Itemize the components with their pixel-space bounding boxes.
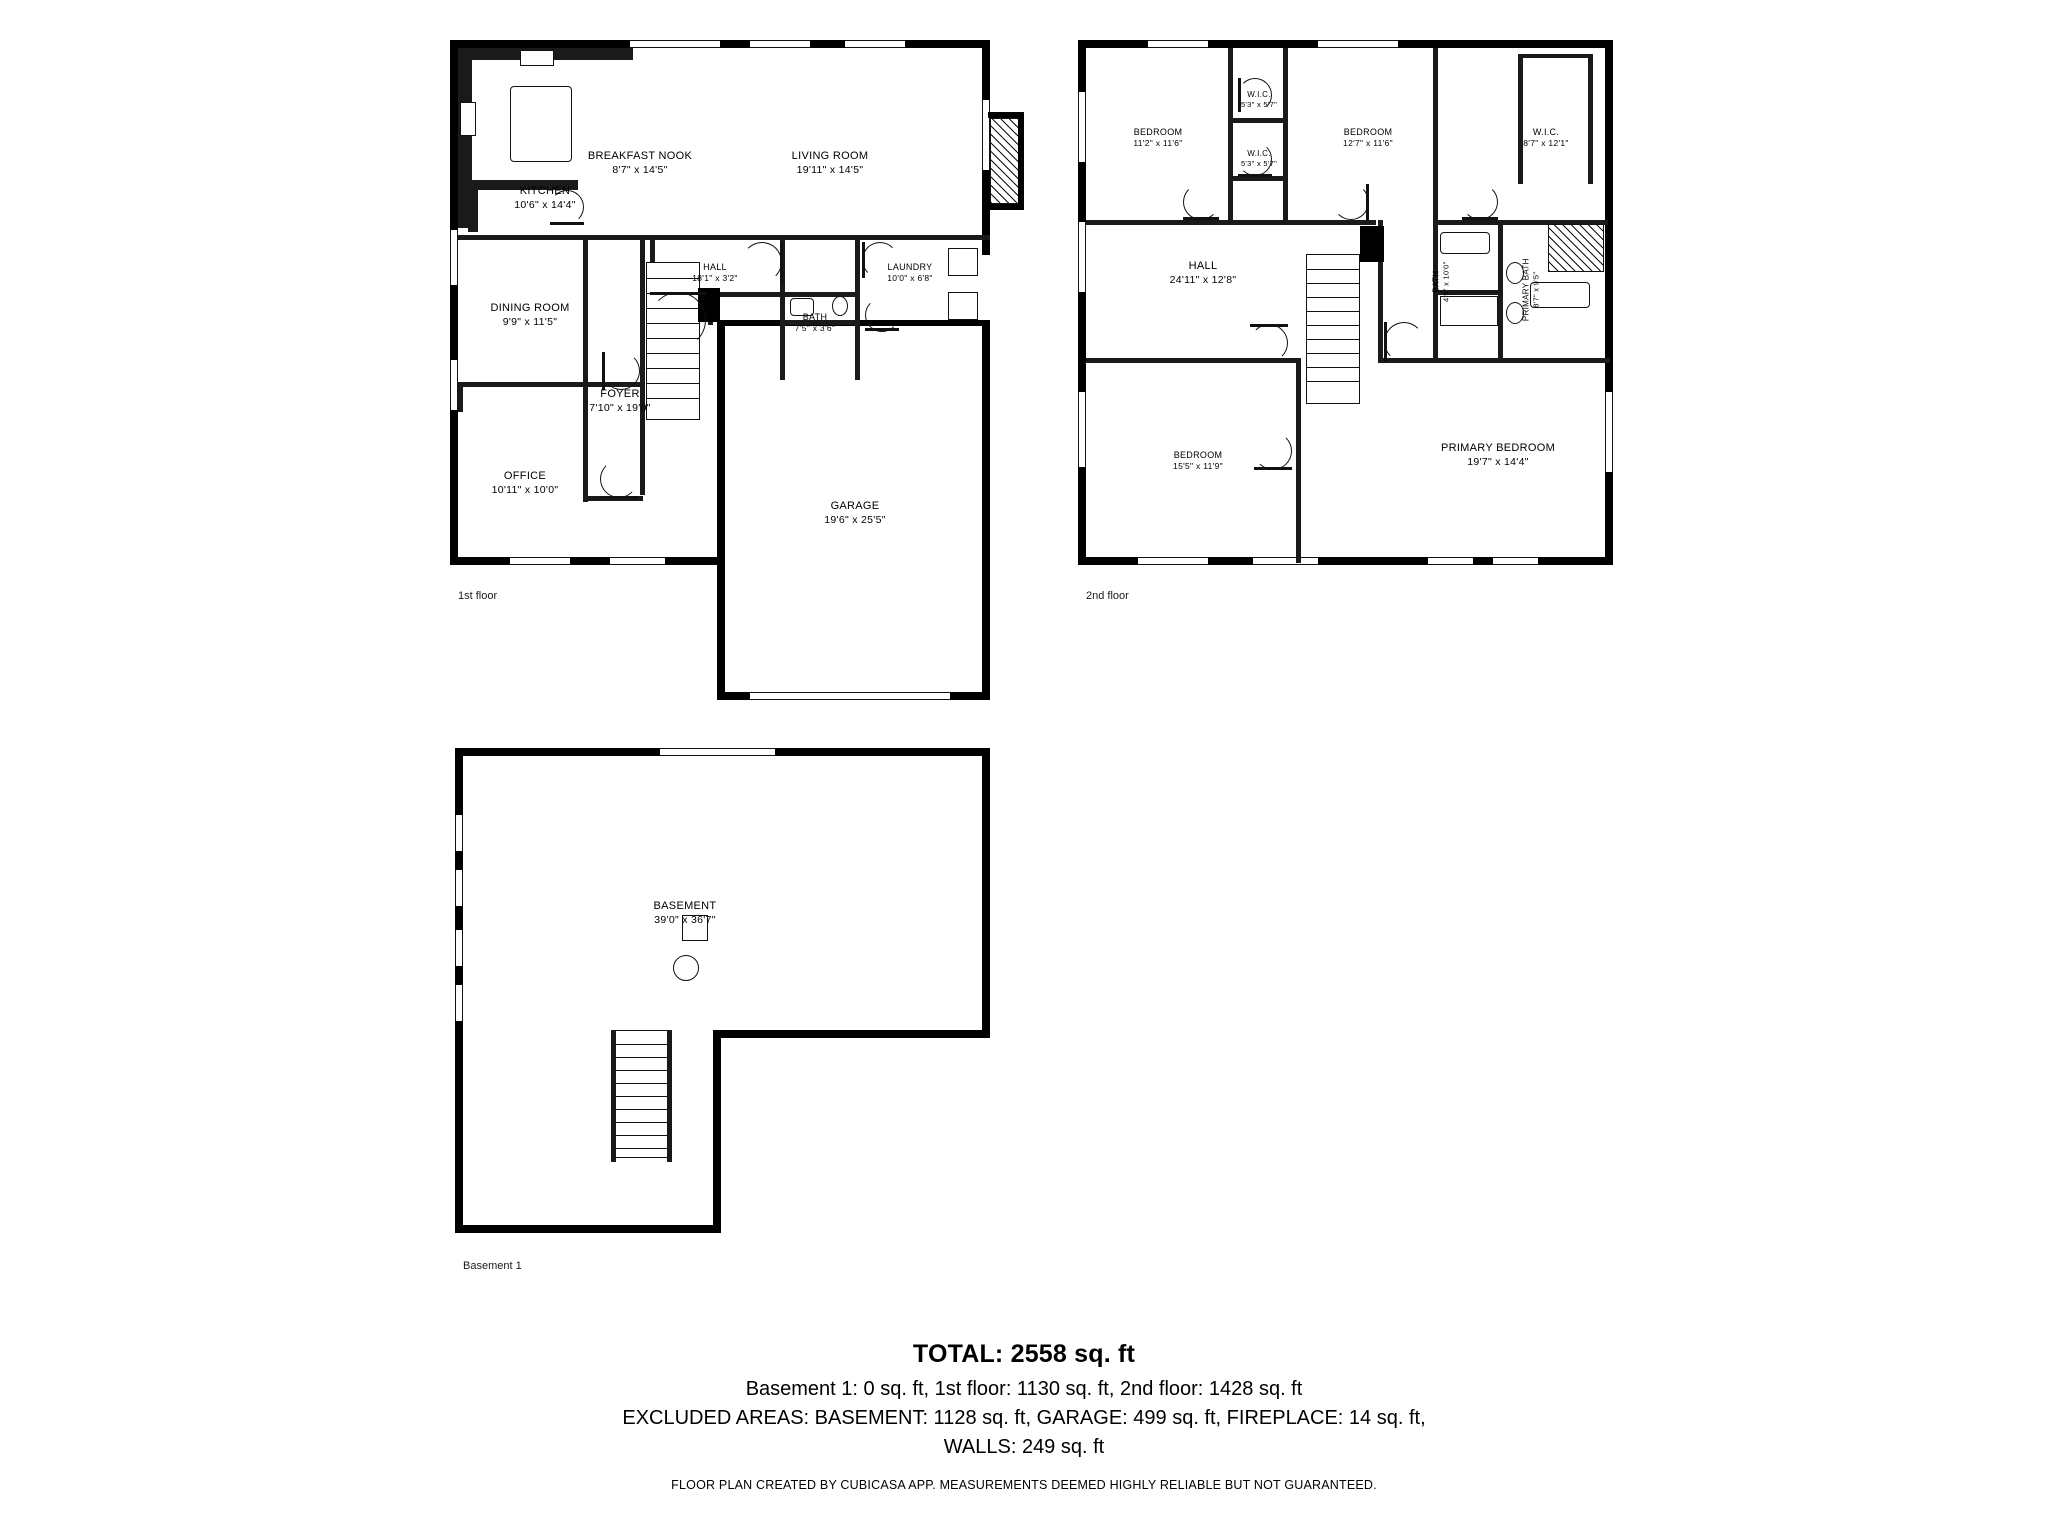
dryer (948, 292, 978, 320)
window (1318, 40, 1398, 48)
room-label-wic-3 (1218, 149, 1300, 168)
window (455, 815, 463, 851)
window (450, 230, 458, 285)
range (460, 102, 476, 136)
room-label-breakfast-nook (550, 150, 730, 177)
room-name: HALL (703, 262, 727, 272)
door-leaf (1238, 174, 1272, 177)
door-leaf (600, 496, 638, 499)
window (1078, 92, 1086, 162)
garage-door (750, 692, 950, 700)
window (610, 557, 665, 565)
area-summary (0, 1340, 2048, 1492)
room-label-primary-bath (1521, 245, 1540, 335)
room-name: BASEMENT (653, 900, 717, 912)
wall (1605, 40, 1613, 565)
basement-plan (455, 740, 1015, 1280)
room-name: HALL (1188, 260, 1218, 272)
interior-wall (458, 382, 588, 387)
room-label-wic-1 (1218, 90, 1300, 109)
room-name: BEDROOM (1133, 127, 1183, 137)
room-label-foyer (555, 388, 685, 415)
door-leaf (650, 292, 706, 295)
wall (455, 1225, 721, 1233)
wall (450, 40, 458, 565)
room-name: W.I.C. (1247, 90, 1271, 99)
door-leaf (1250, 324, 1288, 327)
room-dim: 11'2" x 11'6" (1133, 138, 1183, 149)
room-name: W.I.C. (1247, 149, 1271, 158)
window (982, 100, 990, 170)
room-dim: 39'0" x 36'7" (654, 913, 716, 926)
wall (982, 320, 990, 700)
wall (713, 1030, 721, 1233)
door-swing (600, 460, 638, 498)
sink (520, 50, 554, 66)
door-leaf (550, 222, 584, 225)
closet-shelf (1588, 54, 1593, 184)
window (1605, 392, 1613, 472)
interior-wall (1433, 48, 1438, 220)
door-leaf (780, 242, 783, 282)
room-label-primary-bedroom (1408, 442, 1588, 469)
excluded-areas-line-2: WALLS: 249 sq. ft (943, 1436, 1105, 1458)
staircase (615, 1030, 669, 1158)
interior-wall (855, 235, 860, 380)
window (750, 40, 810, 48)
room-dim: 19'6" x 25'5" (824, 513, 886, 526)
room-dim: 8'7" x 12'1" (1523, 138, 1569, 149)
room-dim: 8'7" x 14'5" (612, 163, 668, 176)
door-swing (1384, 322, 1424, 362)
room-name: BATH (802, 312, 828, 322)
door-leaf (602, 352, 605, 390)
wall (982, 748, 990, 1038)
room-dim: 10'6" x 14'4" (514, 198, 576, 211)
closet-shelf (1518, 54, 1523, 184)
room-dim: 7'5" x 3'6" (794, 323, 836, 334)
room-label-dining-room (460, 302, 600, 329)
room-name: LAUNDRY (887, 262, 933, 272)
room-label-living-room (740, 150, 920, 177)
room-label-basement (605, 900, 765, 927)
room-dim: 7'10" x 19'0" (589, 401, 651, 414)
window (455, 870, 463, 906)
interior-wall (458, 382, 463, 412)
door-swing (1462, 184, 1498, 220)
floor-caption-second: 2nd floor (1086, 590, 1129, 602)
room-dim: 9'9" x 11'5" (502, 315, 558, 328)
stair-wall (1360, 226, 1384, 262)
room-name: BREAKFAST NOOK (587, 150, 693, 162)
interior-wall (1228, 118, 1288, 123)
shower (1548, 224, 1604, 272)
room-name: GARAGE (830, 500, 880, 512)
room-name: PRIMARY BATH (1521, 258, 1531, 322)
room-label-laundry (850, 262, 970, 284)
room-name: FOYER (600, 388, 640, 400)
room-label-bedroom-1 (1098, 127, 1218, 149)
room-name: LIVING ROOM (791, 150, 869, 162)
room-label-hall (655, 262, 775, 284)
wall (1018, 112, 1024, 210)
room-dim: 4'9" x 10'0" (1441, 261, 1451, 302)
window (1493, 557, 1538, 565)
interior-wall (667, 1030, 672, 1162)
interior-wall (1283, 48, 1288, 220)
room-name: DINING ROOM (490, 302, 570, 314)
room-label-bedroom-2 (1303, 127, 1433, 149)
door-swing (1333, 184, 1369, 220)
room-name: OFFICE (503, 470, 547, 482)
window (660, 748, 775, 756)
door-leaf (1462, 217, 1498, 220)
room-label-bath-2 (1431, 247, 1450, 317)
window (455, 930, 463, 966)
window (1148, 40, 1208, 48)
room-label-garage (785, 500, 925, 527)
window (1138, 557, 1208, 565)
room-name: BATH (1431, 270, 1441, 293)
window (630, 40, 720, 48)
staircase (1306, 254, 1360, 404)
window (450, 360, 458, 410)
window (845, 40, 905, 48)
floor-caption-first: 1st floor (458, 590, 498, 602)
room-name: PRIMARY BEDROOM (1440, 442, 1556, 454)
floor-caption-basement: Basement 1 (463, 1260, 522, 1272)
interior-wall (1228, 48, 1233, 220)
counter (468, 180, 478, 232)
window (455, 985, 463, 1021)
wall (450, 557, 725, 565)
room-name: W.I.C. (1532, 127, 1560, 137)
first-floor-plan (450, 30, 1030, 680)
room-dim: 10'0" x 6'8" (887, 273, 933, 284)
window (1078, 222, 1086, 292)
wall (717, 320, 725, 700)
room-dim: 5'3" x 5'7" (1240, 100, 1278, 109)
door-swing (602, 352, 640, 390)
door-leaf (1366, 184, 1369, 220)
room-dim: 15'5" x 11'9" (1173, 461, 1223, 472)
room-dim: 18'1" x 3'2" (692, 273, 738, 284)
room-name: BEDROOM (1173, 450, 1223, 460)
window (1078, 392, 1086, 467)
utility-icon (673, 955, 699, 981)
room-dim: 5'3" x 5'7" (1240, 159, 1278, 168)
interior-wall (1296, 358, 1301, 563)
wall (713, 1030, 990, 1038)
door-leaf (1384, 322, 1387, 362)
room-name: BEDROOM (1343, 127, 1393, 137)
excluded-areas-line-1: EXCLUDED AREAS: BASEMENT: 1128 sq. ft, GARAGE: 499 sq. ft, FIREPLACE: 14 sq. ft, (622, 1407, 1426, 1429)
wall (450, 40, 990, 48)
second-floor-plan (1078, 32, 1638, 602)
room-dim: 12'7" x 11'6" (1343, 138, 1393, 149)
door-swing (1183, 184, 1219, 220)
door-swing (865, 298, 899, 332)
room-label-kitchen (480, 185, 610, 212)
room-name: KITCHEN (519, 185, 571, 197)
room-label-bedroom-3 (1133, 450, 1263, 472)
interior-wall (650, 235, 990, 240)
door-swing (1250, 324, 1288, 362)
closet-shelf (1518, 54, 1593, 58)
room-dim: 10'11" x 10'0" (491, 483, 559, 496)
room-label-hall-2 (1138, 260, 1268, 287)
total-area: TOTAL: 2558 sq. ft (912, 1340, 1136, 1368)
interior-wall (1086, 220, 1376, 225)
interior-wall (640, 235, 645, 495)
room-dim: 19'7" x 14'4" (1467, 455, 1529, 468)
interior-wall (611, 1030, 616, 1162)
door-swing (650, 292, 706, 348)
room-dim: 19'11" x 14'5" (796, 163, 864, 176)
window (1253, 557, 1318, 565)
area-breakdown: Basement 1: 0 sq. ft, 1st floor: 1130 sq. ft, 2nd floor: 1428 sq. ft (745, 1378, 1303, 1400)
room-label-wic-2 (1486, 127, 1606, 149)
window (510, 557, 570, 565)
door-leaf (1183, 217, 1219, 220)
creator-credit: FLOOR PLAN CREATED BY CUBICASA APP. MEASUREMENTS DEEMED HIGHLY RELIABLE BUT NOT GUARANTEED. (671, 1478, 1377, 1492)
room-dim: 24'11" x 12'8" (1169, 273, 1237, 286)
window (1428, 557, 1473, 565)
room-label-bath (760, 312, 870, 334)
room-label-office (460, 470, 590, 497)
room-dim: 8'7" x 9'5" (1531, 271, 1541, 308)
door-leaf (865, 328, 899, 331)
